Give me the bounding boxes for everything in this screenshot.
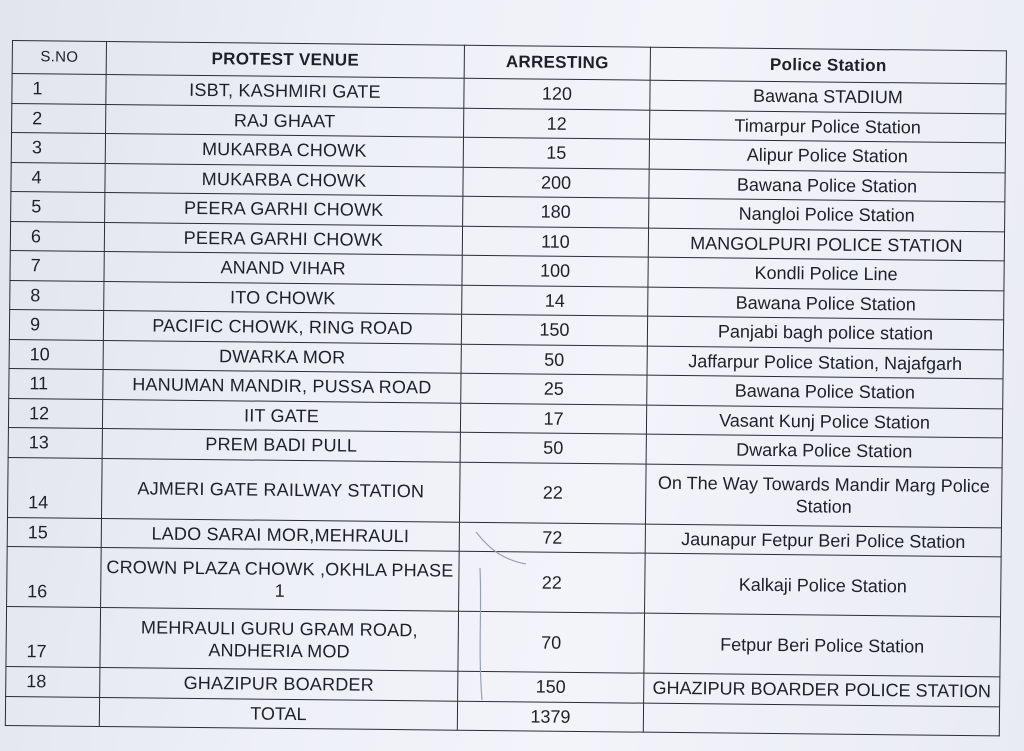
police-station-cell: Bawana Police Station [649,169,1005,202]
sno-cell: 7 [10,250,104,280]
arresting-cell: 50 [461,344,647,375]
arresting-cell: 120 [464,78,650,109]
venue-cell: PREM BADI PULL [102,428,460,461]
police-station-cell: Jaffarpur Police Station, Najafgarh [647,346,1003,379]
sno-cell: 8 [10,280,104,310]
arresting-cell: 200 [463,167,649,198]
sno-cell: 1 [12,74,106,104]
venue-cell: ITO CHOWK [104,281,462,314]
sno-cell: 2 [12,103,106,133]
sno-cell: 9 [9,309,103,339]
sno-cell: 10 [9,339,103,369]
sno-cell: 14 [8,457,103,518]
venue-cell: MUKARBA CHOWK [105,133,463,166]
arresting-cell: 70 [458,611,645,673]
sno-cell: 11 [9,368,103,398]
total-label: TOTAL [99,697,457,730]
venue-cell: RAJ GHAAT [106,104,464,137]
arresting-cell: 15 [463,137,649,168]
sno-cell: 13 [8,427,102,457]
venue-cell: HANUMAN MANDIR, PUSSA ROAD [103,369,461,402]
venue-cell: MUKARBA CHOWK [105,163,463,196]
total-value: 1379 [457,701,643,732]
arresting-cell: 150 [458,671,644,702]
police-station-cell: Alipur Police Station [649,139,1005,172]
venue-cell: CROWN PLAZA CHOWK ,OKHLA PHASE 1 [101,547,460,611]
arrest-report-sheet [5,40,1006,742]
police-station-cell: Kalkaji Police Station [645,553,1002,617]
table-body [6,74,1006,707]
total-ps-cell [643,703,999,736]
venue-cell: DWARKA MOR [103,340,461,373]
police-station-cell: Bawana Police Station [648,287,1004,320]
venue-cell: GHAZIPUR BOARDER [100,667,458,700]
police-station-cell: On The Way Towards Mandir Marg Police Station [645,464,1002,528]
arresting-cell: 110 [462,226,648,257]
header-sno: S.NO [12,41,106,75]
arresting-cell: 180 [463,196,649,227]
venue-cell: MEHRAULI GURU GRAM ROAD, ANDHERIA MOD [100,607,459,671]
arresting-cell: 22 [459,462,646,524]
table-row [7,546,1002,616]
venue-cell: ANAND VIHAR [104,251,462,284]
arresting-cell: 12 [464,108,650,139]
police-station-cell: Panjabi bagh police station [647,316,1003,349]
venue-cell: ISBT, KASHMIRI GATE [106,74,464,107]
sno-cell: 6 [10,221,104,251]
sno-cell: 16 [7,546,102,607]
sno-cell: 15 [7,517,101,547]
arresting-cell: 50 [460,432,646,463]
total-sno-cell [5,696,99,726]
police-station-cell: GHAZIPUR BOARDER POLICE STATION [644,673,1000,706]
police-station-cell: Nangloi Police Station [649,198,1005,231]
header-police-station: Police Station [650,47,1006,84]
header-arresting: ARRESTING [464,45,650,80]
arresting-cell: 150 [461,314,647,345]
police-station-cell: Timarpur Police Station [649,110,1005,143]
table-row [8,457,1003,527]
police-station-cell: Bawana STADIUM [650,80,1006,113]
sno-cell: 3 [11,133,105,163]
sno-cell: 4 [11,162,105,192]
venue-cell: IIT GATE [102,399,460,432]
venue-cell: AJMERI GATE RAILWAY STATION [101,458,460,522]
police-station-cell: Bawana Police Station [647,375,1003,408]
police-station-cell: Jaunapur Fetpur Beri Police Station [645,524,1001,557]
venue-cell: PEERA GARHI CHOWK [105,192,463,225]
sno-cell: 5 [11,191,105,221]
venue-cell: PACIFIC CHOWK, RING ROAD [103,310,461,343]
arresting-cell: 22 [459,551,646,613]
police-station-cell: Vasant Kunj Police Station [646,405,1002,438]
arresting-cell: 14 [462,285,648,316]
arresting-cell: 25 [461,373,647,404]
arresting-cell: 72 [459,522,645,553]
arresting-cell: 17 [460,403,646,434]
police-station-cell: MANGOLPURI POLICE STATION [648,228,1004,261]
sno-cell: 12 [8,398,102,428]
police-station-cell: Dwarka Police Station [646,434,1002,467]
arresting-cell: 100 [462,255,648,286]
header-venue: PROTEST VENUE [106,41,464,78]
venue-cell: PEERA GARHI CHOWK [104,222,462,255]
sno-cell: 18 [6,666,100,696]
sno-cell: 17 [6,606,101,667]
arrest-table [5,40,1007,736]
table-row [6,606,1001,676]
venue-cell: LADO SARAI MOR,MEHRAULI [101,518,459,551]
police-station-cell: Kondli Police Line [648,257,1004,290]
police-station-cell: Fetpur Beri Police Station [644,613,1001,677]
